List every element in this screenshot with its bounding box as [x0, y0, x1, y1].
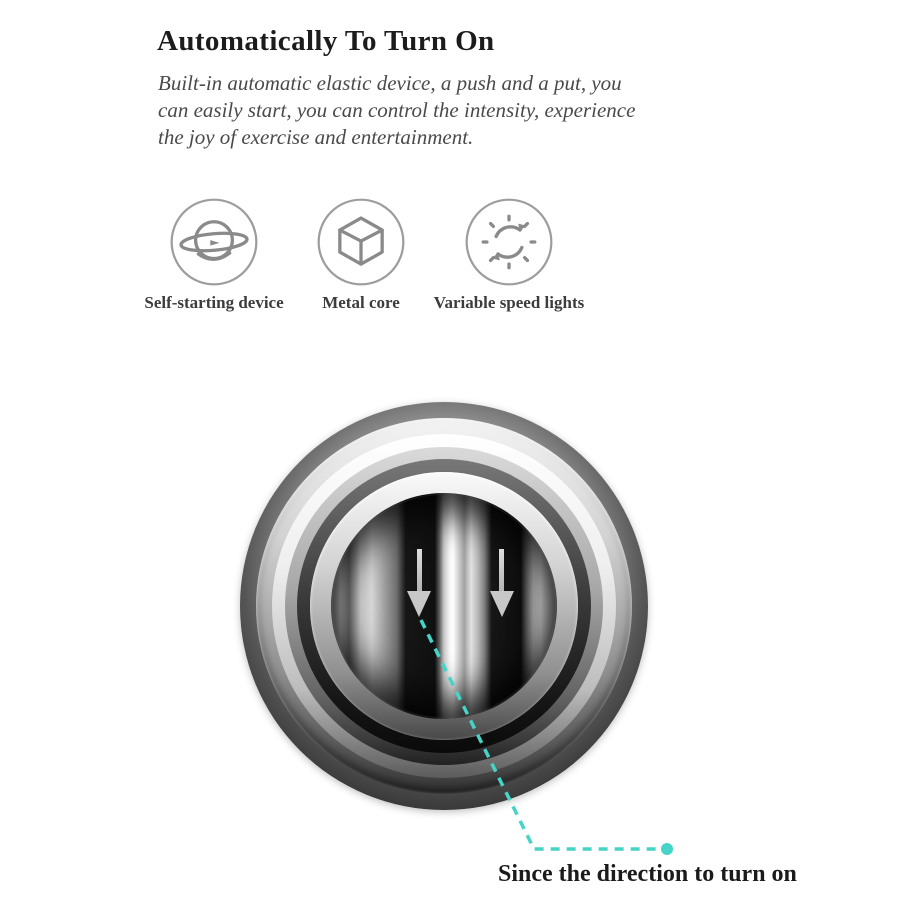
page-title: Automatically To Turn On [157, 25, 495, 58]
pointer-dot [661, 843, 673, 855]
description-text [158, 70, 658, 151]
feature-label: Metal core [322, 293, 400, 312]
annotation-text: Since the direction to turn on [498, 861, 797, 887]
description-line: can easily start, you can control the intensity, experience [158, 98, 636, 122]
description-line: the joy of exercise and entertainment. [158, 125, 474, 149]
feature-speed-lights [419, 196, 599, 313]
arrow-head [490, 591, 514, 617]
feature-label: Variable speed lights [433, 293, 585, 312]
metal-cube-icon [315, 196, 407, 288]
arrow-shaft [499, 549, 504, 591]
feature-label: Self-starting device [144, 293, 284, 312]
ball-rotor [331, 493, 557, 719]
rotor-down-arrow-icon [490, 549, 514, 617]
arrow-head [407, 591, 431, 617]
description-line: Built-in automatic elastic device, a push and a put, you [158, 71, 622, 95]
orbit-planet-icon [168, 196, 260, 288]
rotor-down-arrow-icon [407, 549, 431, 617]
sun-rotation-icon [463, 196, 555, 288]
arrow-shaft [417, 549, 422, 591]
wrist-ball-photo [240, 402, 648, 810]
